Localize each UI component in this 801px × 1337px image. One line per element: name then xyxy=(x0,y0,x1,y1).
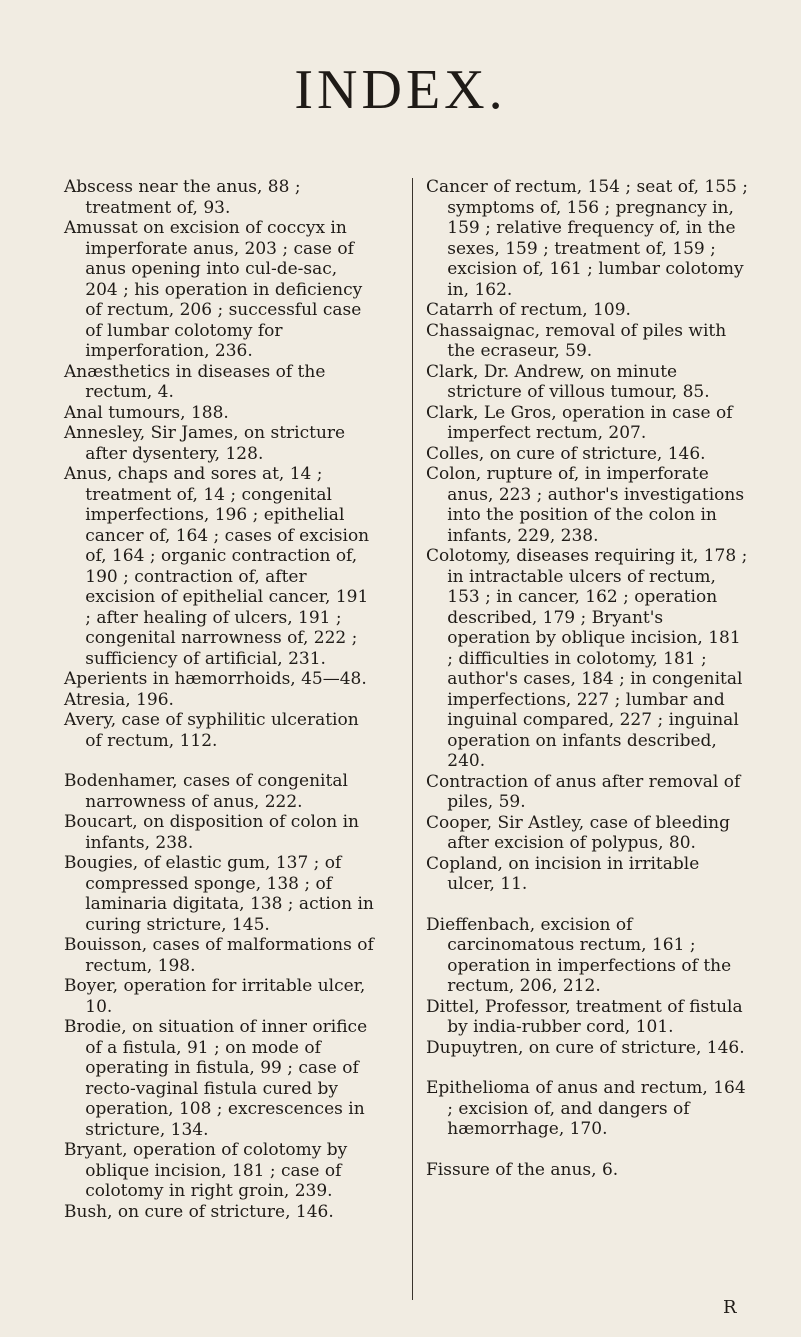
index-entry: Bouisson, cases of malformations of rectum, 198. xyxy=(64,935,374,976)
index-entry: Fissure of the anus, 6. xyxy=(426,1159,619,1180)
page-title: INDEX. xyxy=(294,59,507,121)
index-entry: Bodenhamer, cases of congenital narrowness of anus, 222. xyxy=(64,771,348,812)
index-entry: Boucart, on disposition of colon in infants, 238. xyxy=(64,812,359,853)
index-entry: Clark, Dr. Andrew, on minute stricture of villous tumour, 85. xyxy=(426,361,710,402)
index-entry: Aperients in hæmorrhoids, 45—48. xyxy=(64,669,367,689)
index-entry: Amussat on excision of coccyx in imperforate anus, 203 ; case of anus opening into cul-de-sac, 204 ; his operation in deficiency of rectum, 206 ; successful case of lumbar colotomy for imperforation, 236. xyxy=(64,218,363,361)
index-entry: Atresia, 196. xyxy=(64,689,174,710)
index-entry: Anæsthetics in diseases of the rectum, 4. xyxy=(64,361,326,402)
index-column-right xyxy=(426,177,748,1180)
index-entry: Bryant, operation of colotomy by oblique incision, 181 ; case of colotomy in right groin, 239. xyxy=(64,1140,348,1201)
index-entry: Bougies, of elastic gum, 137 ; of compressed sponge, 138 ; of laminaria digitata, 138 ; action in curing stricture, 145. xyxy=(64,853,374,935)
index-entry: Catarrh of rectum, 109. xyxy=(426,300,631,320)
index-entry: Cancer of rectum, 154 ; seat of, 155 ; symptoms of, 156 ; pregnancy in, 159 ; relative frequency of, in the sexes, 159 ; treatment of, 159 ; excision of, 161 ; lumbar colotomy in, 162. xyxy=(426,177,748,300)
index-column-left xyxy=(64,177,374,1222)
column-divider xyxy=(412,178,413,1300)
index-entry: Bush, on cure of stricture, 146. xyxy=(64,1201,334,1222)
index-entry: Avery, case of syphilitic ulceration of rectum, 112. xyxy=(64,710,359,751)
index-entry: Annesley, Sir James, on stricture after dysentery, 128. xyxy=(64,423,346,464)
index-entry: Chassaignac, removal of piles with the ecraseur, 59. xyxy=(426,320,727,361)
index-entry: Brodie, on situation of inner orifice of a fistula, 91 ; on mode of operating in fistula, 99 ; case of recto-vaginal fistula cured by operation, 108 ; excrescences in stricture, 134. xyxy=(64,1017,368,1140)
index-entry: Epithelioma of anus and rectum, 164 ; excision of, and dangers of hæmorrhage, 170. xyxy=(426,1078,746,1139)
index-entry: Copland, on incision in irritable ulcer, 11. xyxy=(426,853,700,894)
index-entry: Contraction of anus after removal of piles, 59. xyxy=(426,771,741,812)
signature-mark: R xyxy=(723,1297,737,1318)
index-entry: Abscess near the anus, 88 ; treatment of, 93. xyxy=(64,177,301,218)
index-entry: Colles, on cure of stricture, 146. xyxy=(426,443,706,464)
index-entry: Clark, Le Gros, operation in case of imperfect rectum, 207. xyxy=(426,402,733,443)
index-entry: Colon, rupture of, in imperforate anus, 223 ; author's investigations into the position of the colon in infants, 229, 238. xyxy=(426,464,745,546)
index-entry: Dieffenbach, excision of carcinomatous rectum, 161 ; operation in imperfections of the rectum, 206, 212. xyxy=(426,914,732,996)
index-entry: Boyer, operation for irritable ulcer, 10. xyxy=(64,976,366,1017)
index-entry: Dupuytren, on cure of stricture, 146. xyxy=(426,1037,745,1058)
index-entry: Dittel, Professor, treatment of fistula by india-rubber cord, 101. xyxy=(426,996,743,1037)
index-entry: Anal tumours, 188. xyxy=(64,402,229,423)
index-entry: Anus, chaps and sores at, 14 ; treatment of, 14 ; congenital imperfections, 196 ; epithelial cancer of, 164 ; cases of excision of, 164 ; organic contraction of, 190 ; contraction of, after excision of epithelial cancer, 191 ; after healing of ulcers, 191 ; congenital narrowness of, 222 ; sufficiency of artificial, 231. xyxy=(64,464,370,669)
index-entry: Colotomy, diseases requiring it, 178 ; in intractable ulcers of rectum, 153 ; in cancer, 162 ; operation described, 179 ; Bryant's operation by oblique incision, 181 ; difficulties in colotomy, 181 ; author's cases, 184 ; in congenital imperfections, 227 ; lumbar and inguinal compared, 227 ; inguinal operation on infants described, 240. xyxy=(426,546,748,771)
index-entry: Cooper, Sir Astley, case of bleeding after excision of polypus, 80. xyxy=(426,812,730,853)
